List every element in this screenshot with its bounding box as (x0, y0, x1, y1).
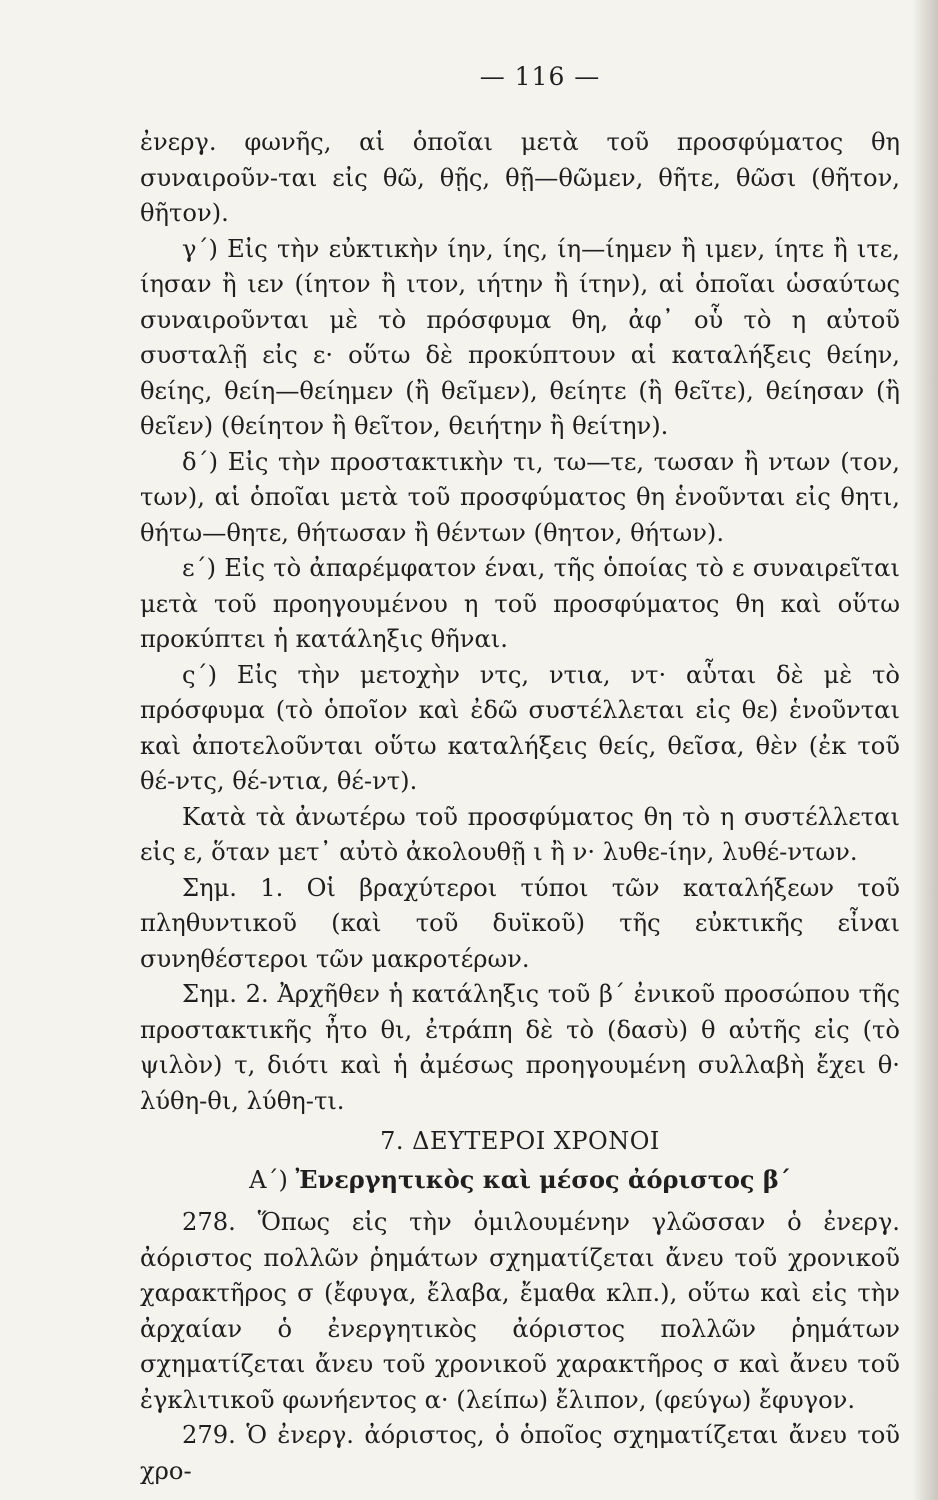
paragraph-gamma: γ΄) Εἰς τὴν εὐκτικὴν ίην, ίης, ίη—ίημεν ἢ ιμεν, ίητε ἢ ιτε, ίησαν ἢ ιεν (ίητον ἢ ιτον, ιήτην ἢ ίτην), αἱ ὁποῖαι ὡσαύτως συναιροῦνται μὲ τὸ πρόσφυμα θη, ἀφ᾽ οὗ τὸ η αὐτοῦ συσταλῇ εἰς ε· οὕτω δὲ προκύπτουν αἱ καταλήξεις θείην, θείης, θείη—θείημεν (ἢ θεῖμεν), θείητε (ἢ θεῖτε), θείησαν (ἢ θεῖεν) (θείητον ἢ θεῖτον, θειήτην ἢ θείτην). (140, 234, 900, 440)
paragraph-delta: δ΄) Εἰς τὴν προστακτικὴν τι, τω—τε, τωσαν ἢ ντων (τον, των), αἱ ὁποῖαι μετὰ τοῦ προσφύματος θη ἑνοῦνται εἰς θητι, θήτω—θητε, θήτωσαν ἢ θέντων (θητον, θήτων). (140, 447, 900, 547)
section-heading: 7. ΔΕΥΤΕΡΟΙ ΧΡΟΝΟΙ (380, 1127, 660, 1155)
paragraph-stigma: ς΄) Εἰς τὴν μετοχὴν ντς, ντια, ντ· αὗται δὲ μὲ τὸ πρόσφυμα (τὸ ὁποῖον καὶ ἐδῶ συστέλλεται εἰς θε) ἑνοῦνται καὶ ἀποτελοῦνται οὕτω καταλήξεις θείς, θεῖσα, θὲν (ἐκ τοῦ θέ-ντς, θέ-ντια, θέ-ντ). (140, 660, 900, 795)
subsection-heading (140, 1159, 900, 1201)
paragraph-epsilon: ε΄) Εἰς τὸ ἀπαρέμφατον έναι, τῆς ὁποίας τὸ ε συναιρεῖται μετὰ τοῦ προηγουμένου η τοῦ προσφύματος θη καὶ οὕτω προκύπτει ἡ κατάληξις θῆναι. (140, 554, 900, 653)
paragraph-279: 279. Ὁ ἐνεργ. ἀόριστος, ὁ ὁποῖος σχηματίζεται ἄνευ τοῦ χρο- (140, 1421, 900, 1485)
note-1: Σημ. 1. Οἱ βραχύτεροι τύποι τῶν καταλήξεων τοῦ πληθυντικοῦ (καὶ τοῦ δυϊκοῦ) τῆς εὐκτικῆς εἶναι συνηθέστεροι τῶν μακροτέρων. (140, 873, 900, 973)
book-page (140, 62, 900, 1489)
subsection-label: Α΄) (249, 1166, 288, 1194)
paragraph-note-shortening: Κατὰ τὰ ἀνωτέρω τοῦ προσφύματος θη τὸ η συστέλλεται εἰς ε, ὅταν μετ᾽ αὐτὸ ἀκολουθῇ ι ἢ ν· λυθε-ίην, λυθέ-ντων. (140, 802, 900, 866)
paragraph-278: 278. Ὅπως εἰς τὴν ὁμιλουμένην γλῶσσαν ὁ ἐνεργ. ἀόριστος πολλῶν ῥημάτων σχηματίζεται ἄνευ τοῦ χρονικοῦ χαρακτῆρος σ (ἔφυγα, ἔλαβα, ἔμαθα κλπ.), οὕτω καὶ εἰς τὴν ἀρχαίαν ὁ ἐνεργητικὸς ἀόριστος πολλῶν ῥημάτων σχηματίζεται ἄνευ τοῦ χρονικοῦ χαρακτῆρος σ καὶ ἄνευ τοῦ ἐγκλιτικοῦ φωνήεντος α· (λείπω) ἔλιπον, (φεύγω) ἔφυγον. (140, 1208, 900, 1414)
note-2: Σημ. 2. Ἀρχῆθεν ἡ κατάληξις τοῦ β΄ ἐνικοῦ προσώπου τῆς προστακτικῆς ἦτο θι, ἐτράπη δὲ τὸ (δασὺ) θ αὐτῆς εἰς (τὸ ψιλὸν) τ, διότι καὶ ἡ ἀμέσως προηγουμένη συλλαβὴ ἔχει θ· λύθη-θι, λύθη-τι. (140, 980, 900, 1115)
subsection-title: Ἐνεργητικὸς καὶ μέσος ἀόριστος β΄ (295, 1165, 791, 1194)
paragraph-continuation: ἐνεργ. φωνῆς, αἱ ὁποῖαι μετὰ τοῦ προσφύματος θη συναιροῦν-ται εἰς θῶ, θῇς, θῇ—θῶμεν, θῆτε, θῶσι (θῆτον, θῆτον). (140, 128, 900, 227)
page-edge-shadow (912, 0, 938, 1500)
page-number: — 116 — (479, 62, 601, 91)
